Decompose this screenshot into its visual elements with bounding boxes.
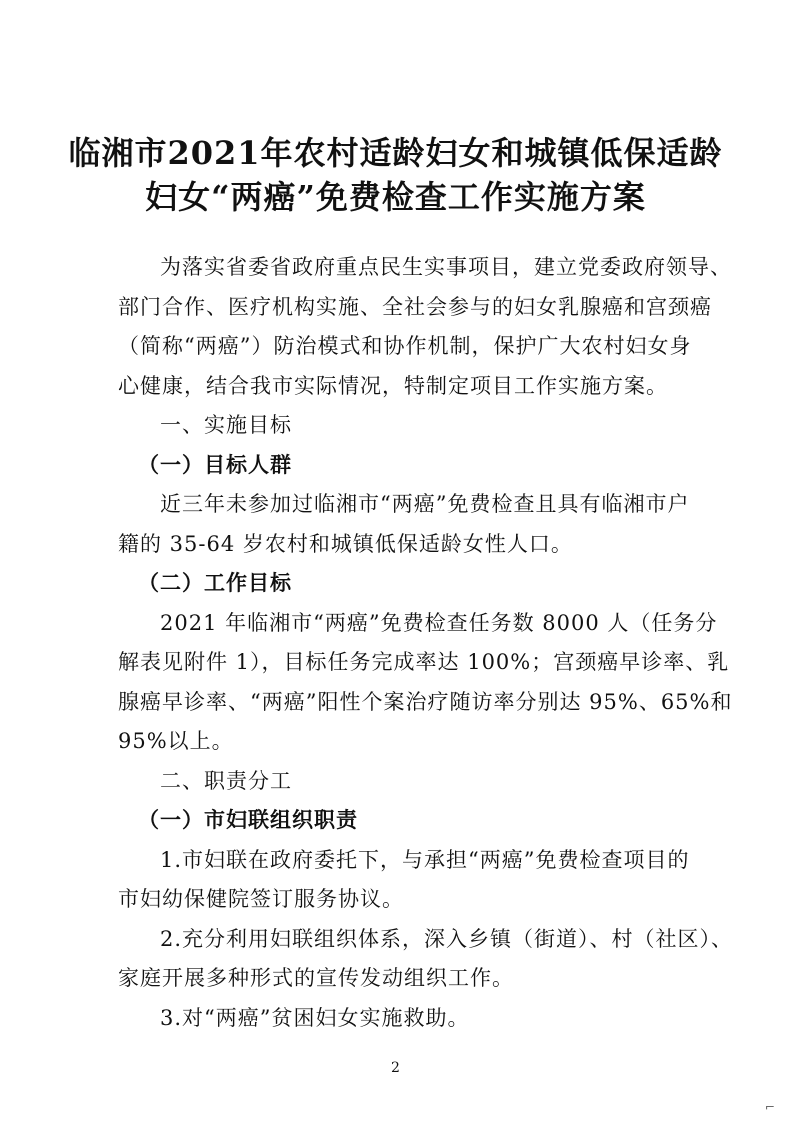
paragraph-intro-line-3: （简称“两癌”）防治模式和协作机制，保护广大农村妇女身 [118, 334, 692, 358]
section-heading-2: 二、职责分工 [160, 769, 292, 793]
paragraph-intro-line-2: 部门合作、医疗机构实施、全社会参与的妇女乳腺癌和宫颈癌 [118, 295, 712, 319]
subsection-heading-womens-federation: （一）市妇联组织职责 [138, 807, 358, 832]
subsection-heading-work-target: （二）工作目标 [138, 570, 292, 595]
list-item-2-line-1: 2.充分利用妇联组织体系，深入乡镇（街道）、村（社区）、 [160, 927, 734, 951]
subsection-heading-target-group: （一）目标人群 [138, 452, 292, 477]
paragraph-target-group-line-1: 近三年未参加过临湘市“两癌”免费检查且具有临湘市户 [160, 492, 690, 516]
list-item-1-line-2: 市妇幼保健院签订服务协议。 [118, 887, 404, 911]
list-item-2-line-2: 家庭开展多种形式的宣传发动组织工作。 [118, 966, 514, 990]
paragraph-intro-line-4: 心健康，结合我市实际情况，特制定项目工作实施方案。 [118, 374, 668, 398]
list-item-3: 3.对“两癌”贫困妇女实施救助。 [160, 1006, 470, 1030]
paragraph-target-group-line-2: 籍的 35-64 岁农村和城镇低保适龄女性人口。 [118, 532, 573, 556]
list-item-1-line-1: 1.市妇联在政府委托下，与承担“两癌”免费检查项目的 [160, 848, 690, 872]
page-number: 2 [391, 1060, 400, 1076]
paragraph-intro-line-1: 为落实省委省政府重点民生实事项目，建立党委政府领导、 [160, 255, 732, 279]
paragraph-work-target-line-4: 95%以上。 [118, 729, 234, 753]
section-heading-1: 一、实施目标 [160, 413, 292, 437]
scan-artifact-mark: ⌐ [765, 1100, 776, 1114]
paragraph-work-target-line-1: 2021 年临湘市“两癌”免费检查任务数 8000 人（任务分 [160, 611, 718, 635]
document-title-line-2: 妇女“两癌”免费检查工作实施方案 [145, 178, 646, 216]
paragraph-work-target-line-2: 解表见附件 1），目标任务完成率达 100%；宫颈癌早诊率、乳 [118, 650, 730, 674]
paragraph-work-target-line-3: 腺癌早诊率、“两癌”阳性个案治疗随访率分别达 95%、65%和 [118, 690, 733, 714]
document-title-line-1: 临湘市2021年农村适龄妇女和城镇低保适龄 [68, 134, 723, 172]
